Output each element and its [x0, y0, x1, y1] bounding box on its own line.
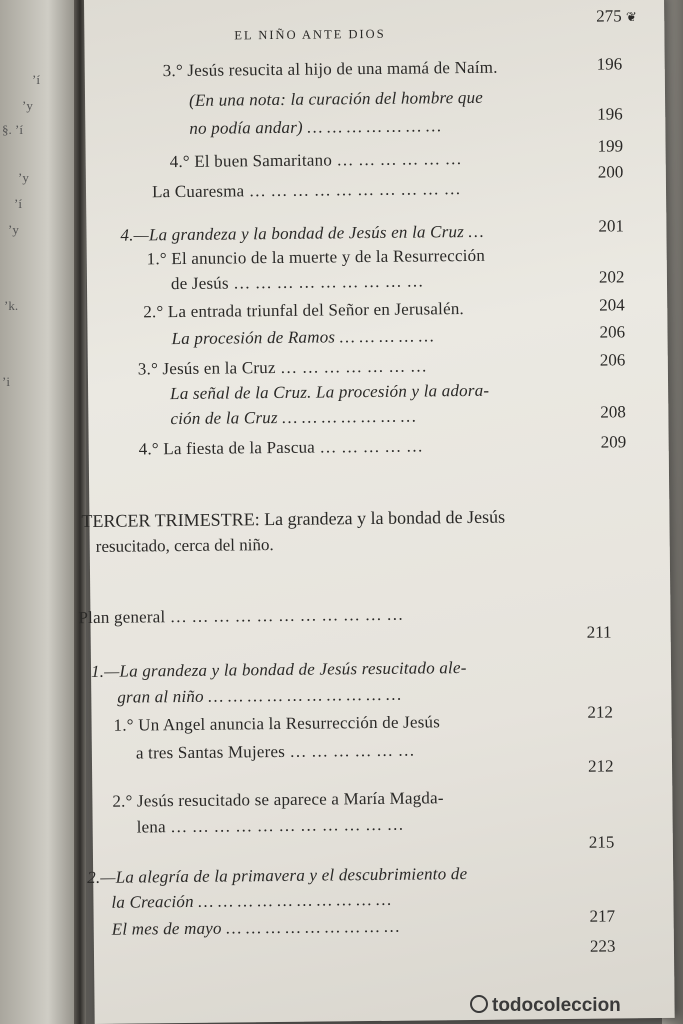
toc-entry: 4.° El buen Samaritano … … … … … …	[169, 149, 462, 172]
margin-mark: §. ’í	[2, 122, 23, 137]
toc-page: 212	[587, 702, 614, 722]
toc-page: 202	[598, 267, 625, 287]
toc-page: 200	[597, 162, 624, 182]
toc-entry: Plan general … … … … … … … … … … …	[78, 604, 404, 628]
margin-mark: ’k.	[4, 298, 19, 313]
section-heading: TERCER TRIMESTRE: La grandeza y la bondad de Jesús	[81, 506, 506, 532]
toc-entry: de Jesús … … … … … … … … …	[170, 271, 424, 294]
toc-entry: gran al niño … … … … … … … … … …	[117, 684, 402, 707]
toc-entry: La señal de la Cruz. La procesión y la adora-	[170, 380, 490, 404]
toc-page: 206	[599, 350, 626, 370]
ornament-icon: ❦	[625, 9, 637, 25]
toc-entry: no podía andar) … … … … … … …	[189, 116, 442, 138]
toc-page: 217	[589, 906, 616, 926]
toc-page: 215	[588, 832, 615, 852]
toc-entry: 1.—La grandeza y la bondad de Jesús resucitado ale-	[90, 658, 467, 681]
book-page	[78, 0, 675, 1024]
margin-mark: ’í	[14, 196, 22, 211]
toc-entry: 2.° Jesús resucitado se aparece a María Magda-	[112, 788, 444, 811]
toc-entry: 4.° La fiesta de la Pascua … … … … …	[138, 436, 424, 459]
toc-page: 196	[597, 104, 623, 124]
toc-entry: La procesión de Ramos … … … … …	[171, 326, 435, 349]
toc-page: 196	[596, 54, 623, 74]
watermark-logo-icon	[470, 995, 488, 1013]
toc-page: 199	[597, 136, 624, 156]
toc-page: 201	[598, 216, 624, 236]
toc-entry: (En una nota: la curación del hombre que	[188, 87, 484, 110]
toc-entry: lena … … … … … … … … … … …	[136, 814, 405, 837]
toc-entry: 4.—La grandeza y la bondad de Jesús en la Cruz …	[120, 221, 484, 245]
toc-page: 212	[587, 756, 614, 776]
toc-entry: 3.° Jesús en la Cruz … … … … … … …	[137, 356, 428, 379]
toc-entry: ción de la Cruz … … … … … … …	[170, 406, 417, 429]
toc-page: 204	[599, 295, 625, 315]
facing-page	[0, 0, 80, 1024]
toc-entry: 2.—La alegría de la primavera y el descubrimiento de	[87, 864, 468, 888]
page-number: 275 ❦	[596, 6, 637, 26]
toc-page: 206	[599, 322, 626, 342]
section-subheading: resucitado, cerca del niño.	[95, 535, 274, 556]
toc-entry: La Cuaresma … … … … … … … … … …	[151, 179, 461, 202]
margin-mark: ’y	[18, 170, 29, 185]
margin-mark: ’y	[8, 222, 19, 237]
toc-entry: a tres Santas Mujeres … … … … … …	[135, 740, 416, 763]
watermark: todocoleccion	[470, 995, 621, 1017]
toc-page: 209	[600, 432, 627, 452]
toc-entry: 1.° El anuncio de la muerte y de la Resurrección	[146, 245, 486, 269]
toc-page: 223	[589, 936, 616, 956]
toc-entry: 1.° Un Angel anuncia la Resurrección de Jesús	[113, 712, 441, 735]
toc-entry: 3.° Jesús resucita al hijo de una mamá de Naím.	[162, 57, 498, 81]
running-title: EL NIÑO ANTE DIOS	[234, 26, 386, 43]
toc-entry: El mes de mayo … … … … … … … … …	[111, 916, 400, 939]
toc-entry: 2.° La entrada triunfal del Señor en Jerusalén.	[143, 299, 465, 322]
toc-page: 208	[600, 402, 626, 422]
toc-page: 211	[586, 622, 612, 642]
margin-mark: ’í	[32, 72, 40, 87]
margin-mark: ’i	[2, 374, 10, 389]
margin-mark: ’y	[22, 98, 33, 113]
toc-entry: la Creación … … … … … … … … … …	[111, 889, 392, 912]
